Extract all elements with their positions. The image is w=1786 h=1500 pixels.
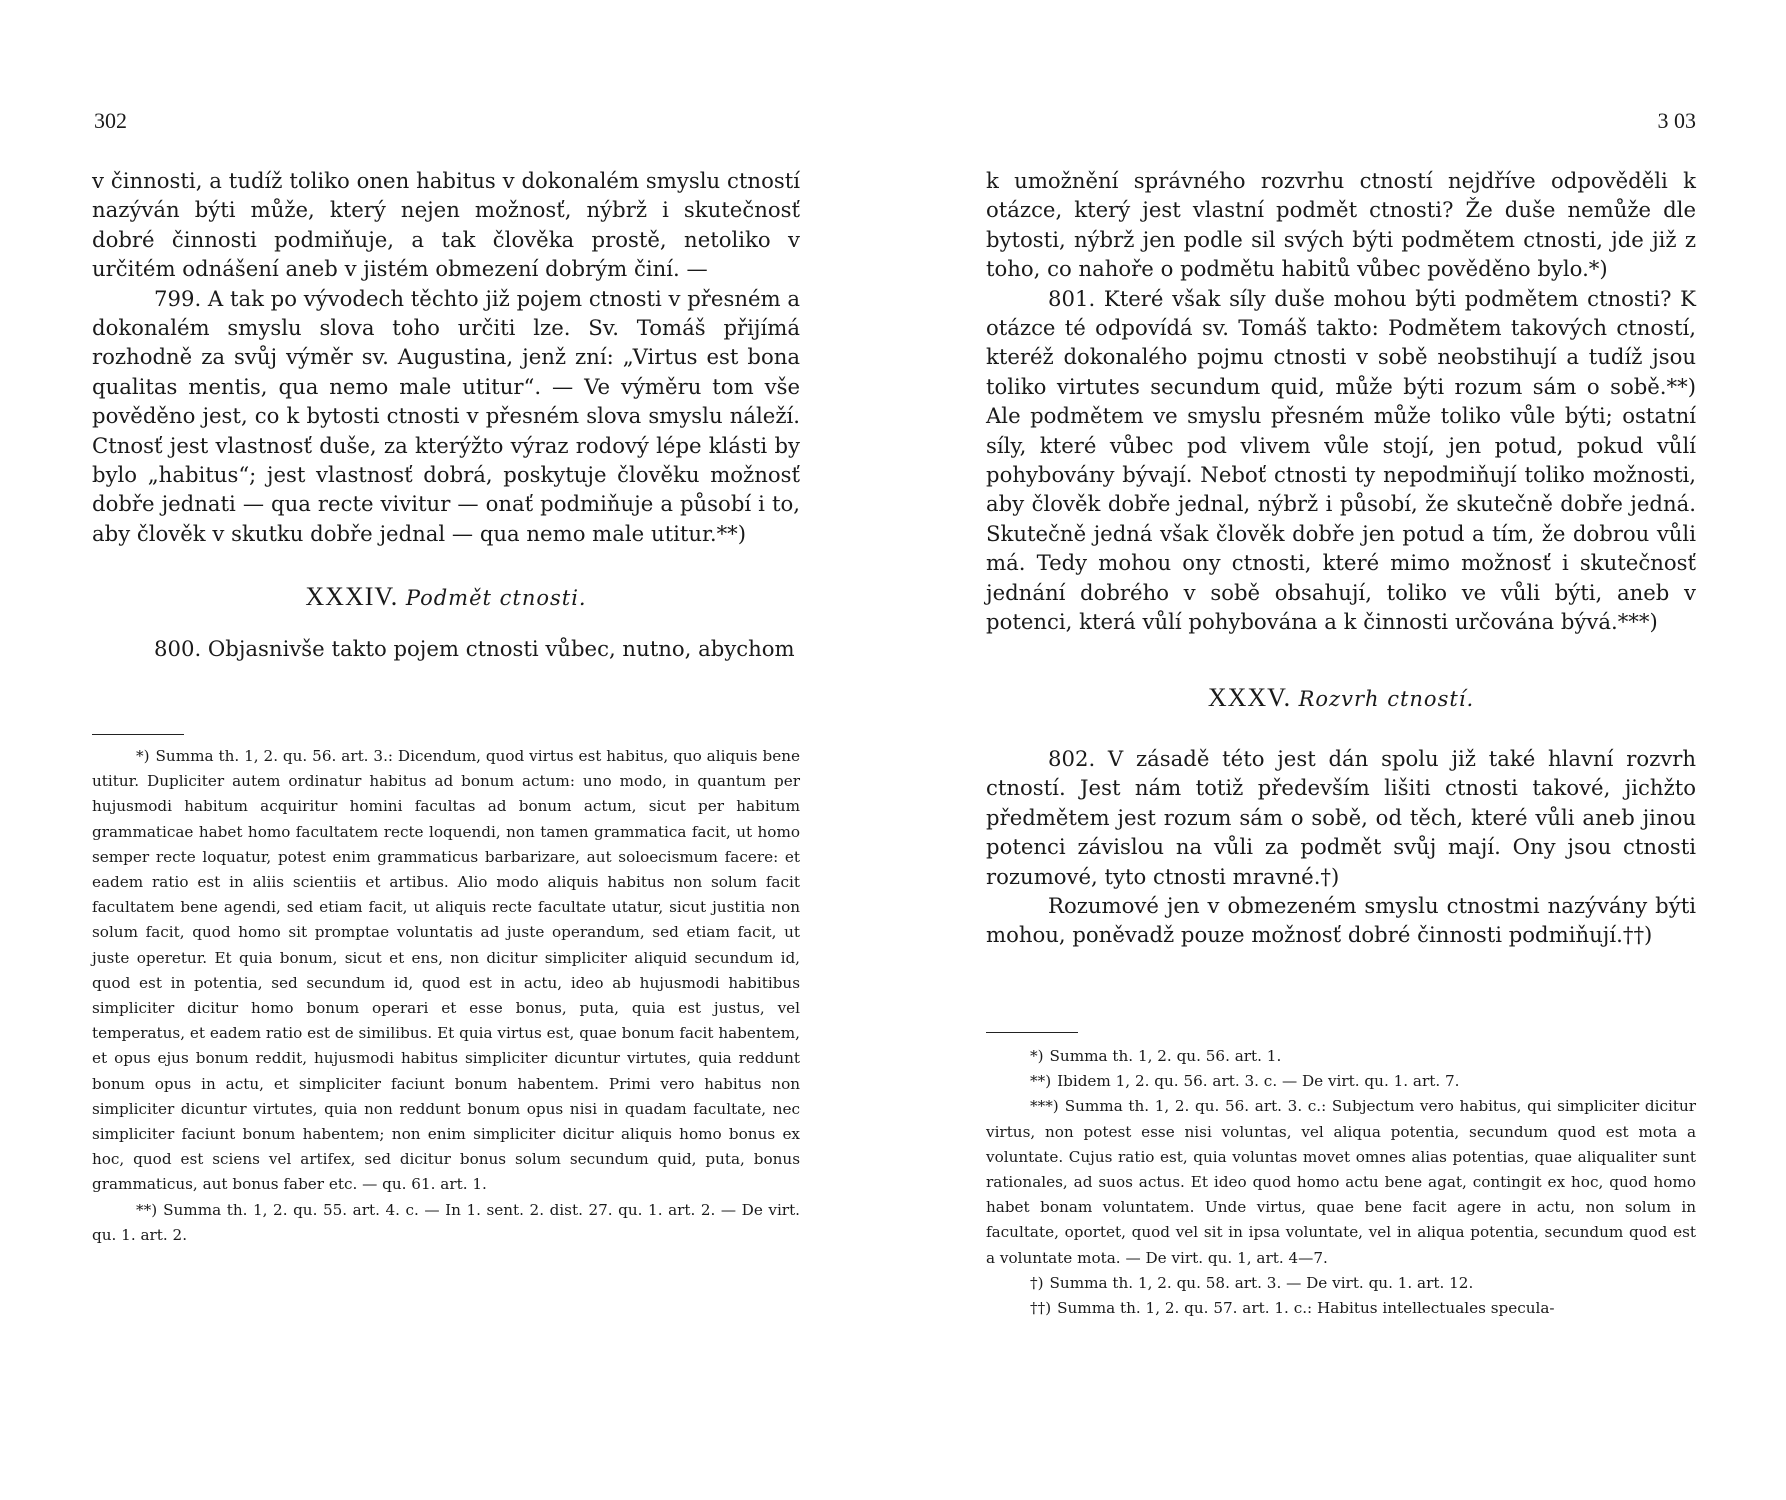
right-footnotes [986,1044,1696,1321]
footnote [92,744,800,1198]
footnote-mark: *) [136,747,150,765]
footnote-text: Summa th. 1, 2. qu. 56. art. 3. c.: Subjectum vero habitus, qui simpliciter dicitur virtus, non potest esse nisi voluntas, vel aliqua potentia, secundum quod est mota a voluntate. Cujus ratio est, quia voluntas movet omnes alias potentias, quae aliqualiter sunt rationales, ad suos actus. Et ideo quod homo actu bene agat, contingit ex hoc, quod homo habet bonam voluntatem. Unde virtus, quae bene facit agere in actu, non solum in facultate, oportet, quod vel sit in ipsa voluntate, vel in aliqua potentia, secundum quod est a voluntate mota. — De virt. qu. 1, art. 4—7. [986,1097,1696,1267]
left-page [92,0,800,1500]
right-page [986,0,1696,1500]
footnote-text: Summa th. 1, 2. qu. 57. art. 1. c.: Habitus intellectuales specula- [1057,1299,1555,1318]
footnote-mark: ***) [1030,1097,1059,1116]
section-heading-xxxv [986,683,1696,714]
footnote [986,1296,1696,1321]
footnote-mark: ††) [1030,1299,1052,1318]
paragraph: Rozumové jen v obmezeném smyslu ctnostmi nazývány býti mohou, poněvadž pouze možnosť dobré činnosti podmiňují.††) [986,892,1696,948]
paragraph: v činnosti, a tudíž toliko onen habitus v dokonalém smyslu ctností nazýván býti může, který nejen možnosť, nýbrž i skutečnosť dobré činnosti podmiňuje, a tak člověka prostě, netoliko v určitém odnášení aneb v jistém obmezení dobrým činí. — [92,168,800,282]
paragraph-802: 802. V zásadě této jest dán spolu již také hlavní rozvrh ctností. Jest nám totiž především lišiti ctnosti takové, jichžto předmětem jest rozum sám o sobě, od těch, které vůli aneb jinou potenci závislou na vůli za podmět svůj mají. Ony jsou ctnosti rozumové, tyto ctnosti mravné.†) [986,745,1696,889]
footnote-text: Summa th. 1, 2. qu. 56. art. 1. [1049,1047,1282,1065]
paragraph-800: 800. Objasnivše takto pojem ctnosti vůbec, nutno, abychom [154,635,795,661]
heading-numeral: XXXV. [1207,682,1292,712]
footnote [986,1044,1696,1069]
footnote [986,1094,1696,1270]
left-body-text [92,166,800,663]
heading-title: Podmět ctnosti. [405,586,587,611]
footnote-mark: **) [136,1200,158,1219]
footnote [986,1271,1696,1296]
footnote-rule [986,1032,1078,1033]
footnote-text: Summa th. 1, 2. qu. 56. art. 3.: Dicendum, quod virtus est habitus, quo aliquis bene utitur. Dupliciter autem ordinatur habitus ad bonum actum: uno modo, in quantum per hujusmodi habitum acquiritur homini facultas ad bonum actum, sicut per habitum grammaticae habet homo facultatem recte loquendi, non tamen grammatica facit, ut homo semper recte loquatur, potest enim grammaticus barbarizare, aut soloecismum facere: et eadem ratio est in aliis scientiis et artibus. Alio modo aliquis habitus non solum facit facultatem bene agendi, sed etiam facit, ut aliquis recte facultate utatur, sicut justitia non solum facit, quod homo sit promptae voluntatis ad juste operandum, sed etiam facit, ut juste operetur. Et quia bonum, sicut et ens, non dicitur simpliciter aliquid secundum id, quod est in potentia, sed secundum id, quod est in actu, ideo ab hujusmodi habitibus simpliciter dicitur homo bonum operari et esse bonus, puta, quia est justus, vel temperatus, et eadem ratio est de similibus. Et quia virtus est, quae bonum facit habentem, et opus ejus bonum reddit, hujusmodi habitus simpliciter dicuntur virtutes, quia reddunt bonum opus in actu, et simpliciter faciunt bonum habentem. Primi vero habitus non simpliciter dicuntur virtutes, quia non reddunt bonum opus nisi in quadam facultate, nec simpliciter faciunt bonum habentem; non enim simpliciter dicitur aliquis homo bonus ex hoc, quod est sciens vel artifex, sed dicitur bonus solum secundum quid, puta, bonus grammaticus, aut bonus faber etc. — qu. 61. art. 1. [92,747,800,1194]
footnote [986,1069,1696,1094]
footnote-mark: *) [1030,1047,1044,1065]
footnote-rule [92,734,184,735]
footnote-mark: **) [1030,1072,1052,1091]
paragraph-799: 799. A tak po vývodech těchto již pojem ctnosti v přesném a dokonalém smyslu slova toho určiti lze. Sv. Tomáš přijímá rozhodně za svůj výměr sv. Augustina, jenž zní: „Virtus est bona qualitas mentis, qua nemo male utitur“. — Ve výměru tom vše pověděno jest, co k bytosti ctnosti v přesném slova smyslu náleží. Ctnosť jest vlastnosť duše, za kterýžto výraz rodový lépe klásti by bylo „habitus“; jest vlastnosť dobrá, poskytuje člověku možnosť dobře jednati — qua recte vivitur — onať podmiňuje a působí i to, aby člověk v skutku dobře jednal — qua nemo male utitur.**) [92,285,800,546]
paragraph-801: 801. Které však síly duše mohou býti podmětem ctnosti? K otázce té odpovídá sv. Tomáš takto: Podmětem takových ctností, kteréž dokonalého pojmu ctnosti v sobě neobstihují a tudíž jsou toliko virtutes secundum quid, může býti rozum sám o sobě.**) Ale podmětem ve smyslu přesném může toliko vůle býti; ostatní síly, které vůbec pod vlivem vůle stojí, jen potud, pokud vůlí pohybovány bývají. Neboť ctnosti ty nepodmiňují toliko možnosti, aby člověk dobře jednal, nýbrž i působí, že skutečně dobře jedná. Skutečně jedná však člověk dobře jen potud a tím, že dobrou vůli má. Tedy mohou ony ctnosti, které mimo možnosť i skutečnosť jednání dobrého v sobě obsahují, toliko ve vůli býti, aneb v potenci, která vůlí pohybována a k činnosti určována bývá.***) [986,285,1696,635]
section-heading-xxxiv [92,582,800,613]
right-body-text [986,166,1696,950]
heading-title: Rozvrh ctností. [1298,686,1475,711]
footnote-text: Ibidem 1, 2. qu. 56. art. 3. c. — De virt. qu. 1. art. 7. [1057,1072,1460,1091]
left-footnotes [92,744,800,1248]
footnote-text: Summa th. 1, 2. qu. 58. art. 3. — De virt. qu. 1. art. 12. [1049,1273,1474,1292]
footnote-text: Summa th. 1, 2. qu. 55. art. 4. c. — In 1. sent. 2. dist. 27. qu. 1. art. 2. — De virt. qu. 1. art. 2. [92,1200,800,1244]
footnote-mark: †) [1030,1273,1044,1292]
page-number-left: 302 [94,108,127,133]
footnote [92,1198,800,1248]
paragraph: k umožnění správného rozvrhu ctností nejdříve odpověděli k otázce, který jest vlastní podmět ctnosti? Že duše nemůže dle bytosti, nýbrž jen podle sil svých býti podmětem ctnosti, jde již z toho, co nahoře o podmětu habitů vůbec pověděno bylo.*) [986,168,1696,282]
page-number-right: 3 03 [1657,108,1696,133]
heading-numeral: XXXIV. [305,582,399,612]
